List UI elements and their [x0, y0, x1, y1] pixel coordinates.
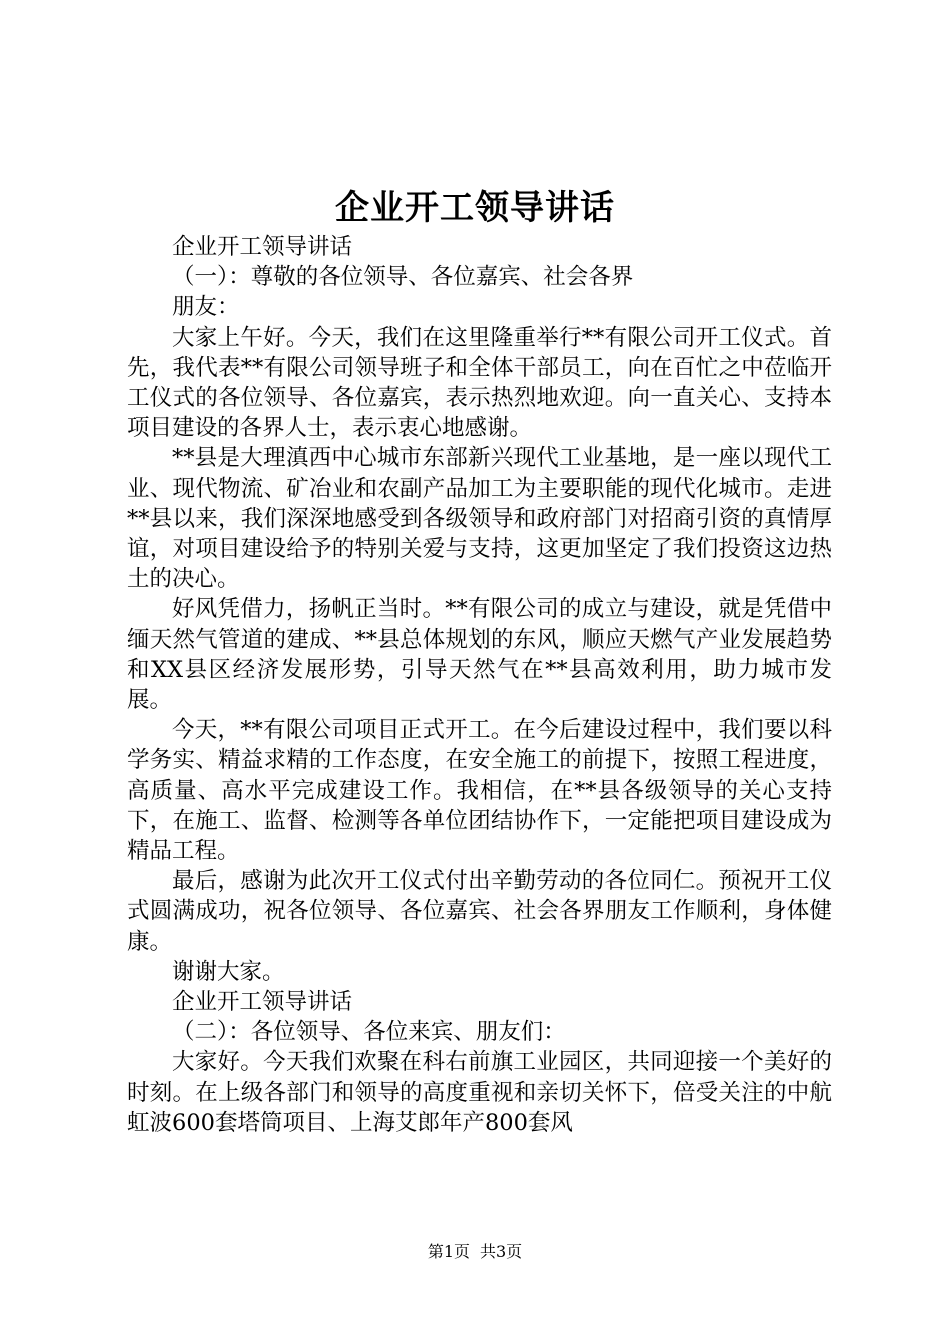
- paragraph: **县是大理滇西中心城市东部新兴现代工业基地，是一座以现代工业、现代物流、矿冶业和农副产品加工为主要职能的现代化城市。走进**县以来，我们深深地感受到各级领导和政府部门对招商引资的真情厚谊，对项目建设给予的特别关爱与支持，这更加坚定了我们投资这边热土的决心。: [127, 445, 832, 593]
- paragraph: 好风凭借力，扬帆正当时。**有限公司的成立与建设，就是凭借中缅天然气管道的建成、**县总体规划的东风，顺应天燃气产业发展趋势和XX县区经济发展形势，引导天然气在**县高效利用，助力城市发展。: [127, 596, 832, 714]
- page-total: 共3页: [480, 1242, 523, 1261]
- paragraph: （一）：尊敬的各位领导、各位嘉宾、社会各界: [172, 264, 634, 291]
- paragraph: 大家好。今天我们欢聚在科右前旗工业园区，共同迎接一个美好的时刻。在上级各部门和领导的高度重视和亲切关怀下，倍受关注的中航虹波600套塔筒项目、上海艾郎年产800套风: [127, 1049, 832, 1136]
- page-number: 第1页: [427, 1242, 470, 1261]
- document-title: 企业开工领导讲话: [335, 188, 615, 228]
- paragraph: （二）：各位领导、各位来宾、朋友们：: [172, 1019, 566, 1046]
- paragraph: 最后，感谢为此次开工仪式付出辛勤劳动的各位同仁。预祝开工仪式圆满成功，祝各位领导、各位嘉宾、社会各界朋友工作顺利，身体健康。: [127, 868, 832, 955]
- paragraph: 企业开工领导讲话: [172, 989, 353, 1016]
- paragraph: 企业开工领导讲话: [172, 234, 353, 260]
- document-body: [127, 232, 832, 1138]
- page-footer: [0, 1242, 950, 1262]
- paragraph: 谢谢大家。: [172, 958, 285, 985]
- paragraph: 朋友：: [172, 294, 240, 321]
- paragraph: 大家上午好。今天，我们在这里隆重举行**有限公司开工仪式。首先，我代表**有限公司领导班子和全体干部员工，向在百忙之中莅临开工仪式的各位领导、各位嘉宾，表示热烈地欢迎。向一直关心、支持本项目建设的各界人士，表示衷心地感谢。: [127, 324, 832, 442]
- paragraph: 今天，**有限公司项目正式开工。在今后建设过程中，我们要以科学务实、精益求精的工作态度，在安全施工的前提下，按照工程进度，高质量、高水平完成建设工作。我相信，在**县各级领导的关心支持下，在施工、监督、检测等各单位团结协作下，一定能把项目建设成为精品工程。: [127, 717, 832, 865]
